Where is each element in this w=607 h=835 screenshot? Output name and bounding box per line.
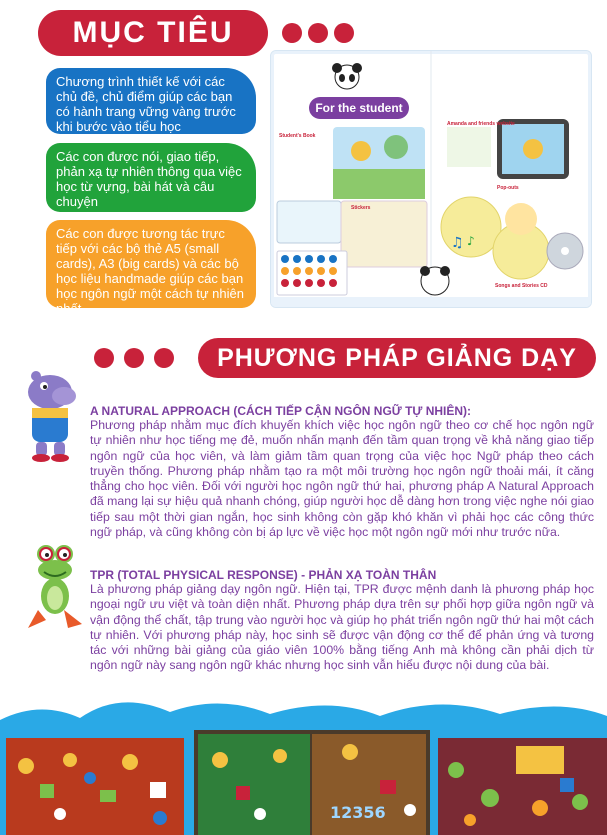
svg-text:12356: 12356 <box>330 803 386 822</box>
method-2-heading: TPR (TOTAL PHYSICAL RESPONSE) - PHẢN XẠ TOÀN THÂN <box>90 568 437 582</box>
popouts-label: Pop-outs <box>497 185 519 191</box>
hippo-character-illustration <box>14 366 84 466</box>
frog-character-illustration <box>24 540 86 640</box>
method-1-body: Phương pháp nhằm mục đích khuyến khích việc học ngôn ngữ theo cơ chế học ngôn ngữ tự nhiên như học tiếng mẹ đẻ, muốn nhấn mạnh đến tầm quan trọng về khả năng giao tiếp ngôn ngữ của học viên, và làm giảm tầm quan trọng của việc học Ngữ pháp theo cách truyền thống. Phương pháp nhằm tạo ra một môi trường học ngôn ngữ thoải mái, ít căng thẳng cho học viên. Đối với người học ngôn ngữ thứ hai, phương pháp A Natural Approach đã mang lại sự hiệu quả nhanh chóng, giúp người học dễ dàng hơn trong việc nghe nói giao tiếp sau một thời gian ngắn, học sinh không còn gặp khó khăn vì phải học các công thức ngữ pháp, và cũng không còn bị áp lực về việc học một ngôn ngữ mới như trước nữa. <box>90 418 594 540</box>
method-2-body: Là phương pháp giảng dạy ngôn ngữ. Hiện tại, TPR được mệnh danh là phương pháp học ngoại ngữ ưu việt và toàn diện nhất. Phương pháp dựa trên sự phối hợp giữa ngôn ngữ và vận động thể chất, tập trung vào người học và giúp họ phát triển ngôn ngữ thứ hai một cách tự nhiên. Với phương pháp này, học sinh sẽ được vận động cơ thể để phản ứng và tương tác với những bài giảng của giáo viên 100% bằng tiếng Anh mà không cần phải dịch từ ngôn ngữ này sang ngôn ngữ khác nhưng học sinh vẫn hiểu được nội dung của bài. <box>90 582 594 673</box>
classroom-photos-strip <box>0 690 607 835</box>
decorative-dots-2 <box>94 348 174 368</box>
students-book-label: Student's Book <box>279 133 316 139</box>
for-the-student-badge: For the student <box>309 97 409 119</box>
decorative-dots <box>282 23 354 43</box>
stickers-label: Stickers <box>351 205 371 211</box>
goal-card-3: Các con được tương tác trực tiếp với các bộ thẻ A5 (small cards), A3 (big cards) và các bộ học liệu handmade giúp các bạn học ngôn ngữ một cách tự nhiên nhất. <box>46 220 256 308</box>
amanda-website-label: Amanda and friends website <box>447 121 515 127</box>
svg-text:♪: ♪ <box>467 234 475 248</box>
section-title-goals: MỤC TIÊU <box>38 10 268 56</box>
student-book-spread-image <box>270 50 592 308</box>
goal-card-2: Các con được nói, giao tiếp, phản xạ tự nhiên thông qua việc học từ vựng, bài hát và câu chuyện <box>46 143 256 212</box>
songs-cd-label: Songs and Stories CD <box>495 283 548 289</box>
svg-text:♫: ♫ <box>451 235 464 251</box>
method-1-heading: A NATURAL APPROACH (CÁCH TIẾP CẬN NGÔN NGỮ TỰ NHIÊN): <box>90 404 472 418</box>
goal-card-1: Chương trình thiết kế với các chủ đề, chủ điểm giúp các bạn có hành trang vững vàng trước khi bước vào tiểu học <box>46 68 256 134</box>
section-title-methods: PHƯƠNG PHÁP GIẢNG DẠY <box>198 338 596 378</box>
